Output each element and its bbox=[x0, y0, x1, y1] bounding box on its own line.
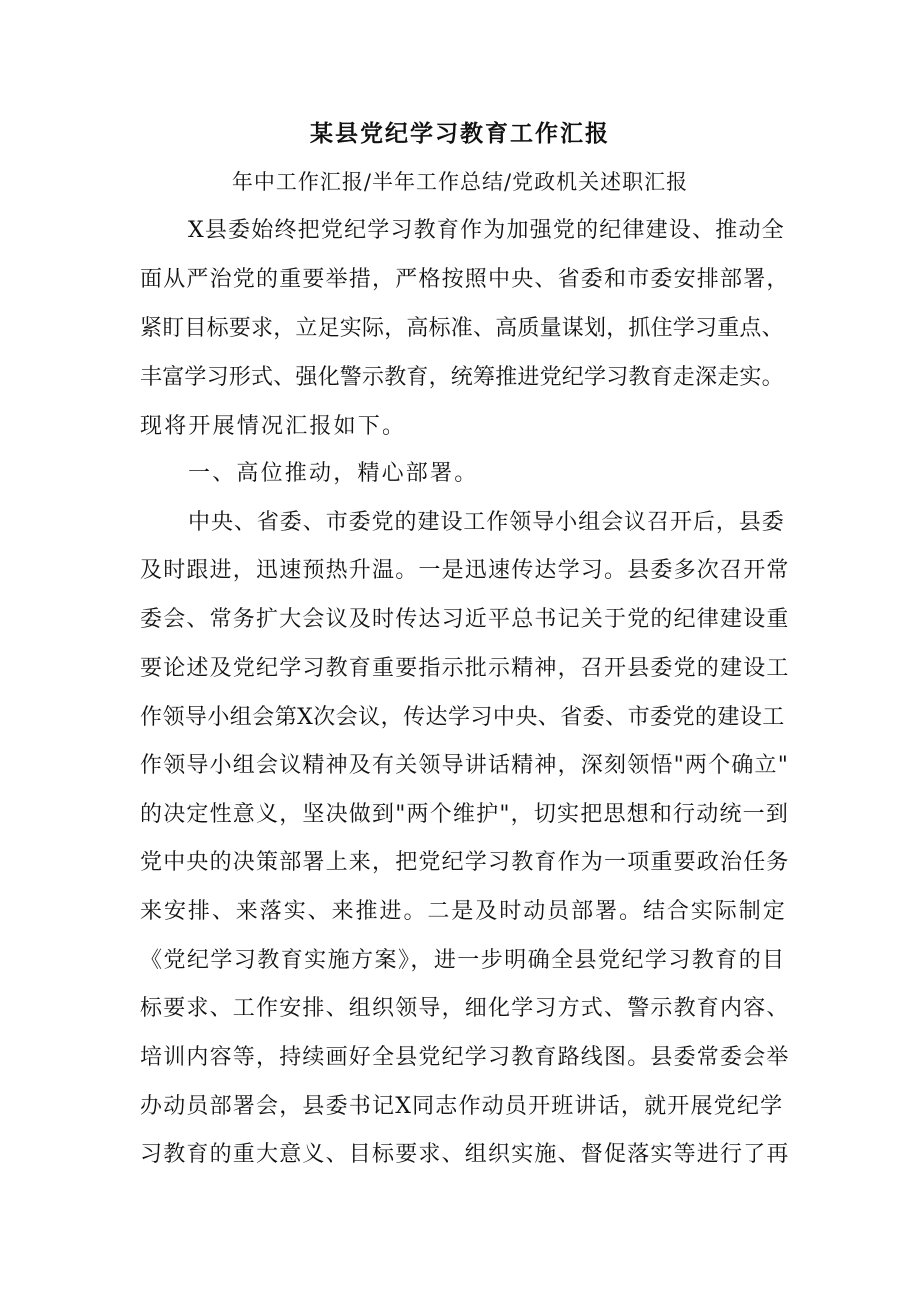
text-line: 中央、省委、市委党的建设工作领导小组会议召开后，县委 bbox=[188, 510, 785, 535]
text-line: 作领导小组会议精神及有关领导讲话精神，深刻领悟"两个确立" bbox=[140, 753, 790, 778]
document-subtitle: 年中工作汇报/半年工作总结/党政机关述职汇报 bbox=[231, 170, 689, 194]
text-line: 培训内容等，持续画好全县党纪学习教育路线图。县委常委会举 bbox=[140, 1045, 790, 1070]
text-line: 丰富学习形式、强化警示教育，统筹推进党纪学习教育走深走实。 bbox=[140, 365, 784, 390]
text-line: 面从严治党的重要举措，严格按照中央、省委和市委安排部署， bbox=[140, 267, 790, 292]
text-line: X县委始终把党纪学习教育作为加强党的纪律建设、推动全 bbox=[188, 218, 785, 243]
text-line: 来安排、来落实、来推进。二是及时动员部署。结合实际制定 bbox=[140, 899, 787, 924]
text-line: 党中央的决策部署上来，把党纪学习教育作为一项重要政治任务 bbox=[140, 850, 790, 875]
text-line: 及时跟进，迅速预热升温。一是迅速传达学习。县委多次召开常 bbox=[140, 558, 790, 583]
document-title: 某县党纪学习教育工作汇报 bbox=[310, 120, 610, 147]
section-heading: 一、高位推动，精心部署。 bbox=[188, 461, 479, 486]
text-line: 习教育的重大意义、目标要求、组织实施、督促落实等进行了再 bbox=[140, 1142, 790, 1167]
text-line: 现将开展情况汇报如下。 bbox=[140, 414, 407, 439]
text-line: 办动员部署会，县委书记X同志作动员开班讲话，就开展党纪学 bbox=[140, 1094, 784, 1119]
text-line: 标要求、工作安排、组织领导，细化学习方式、警示教育内容、 bbox=[140, 996, 790, 1021]
text-line: 的决定性意义，坚决做到"两个维护"，切实把思想和行动统一到 bbox=[140, 802, 790, 827]
text-line: 委会、常务扩大会议及时传达习近平总书记关于党的纪律建设重 bbox=[140, 607, 790, 632]
text-line: 要论述及党纪学习教育重要指示批示精神，召开县委党的建设工 bbox=[140, 656, 790, 681]
text-line: 《党纪学习教育实施方案》，进一步明确全县党纪学习教育的目 bbox=[140, 948, 786, 973]
text-line: 作领导小组会第X次会议，传达学习中央、省委、市委党的建设工 bbox=[140, 705, 785, 730]
text-line: 紧盯目标要求，立足实际，高标准、高质量谋划，抓住学习重点、 bbox=[140, 316, 784, 341]
